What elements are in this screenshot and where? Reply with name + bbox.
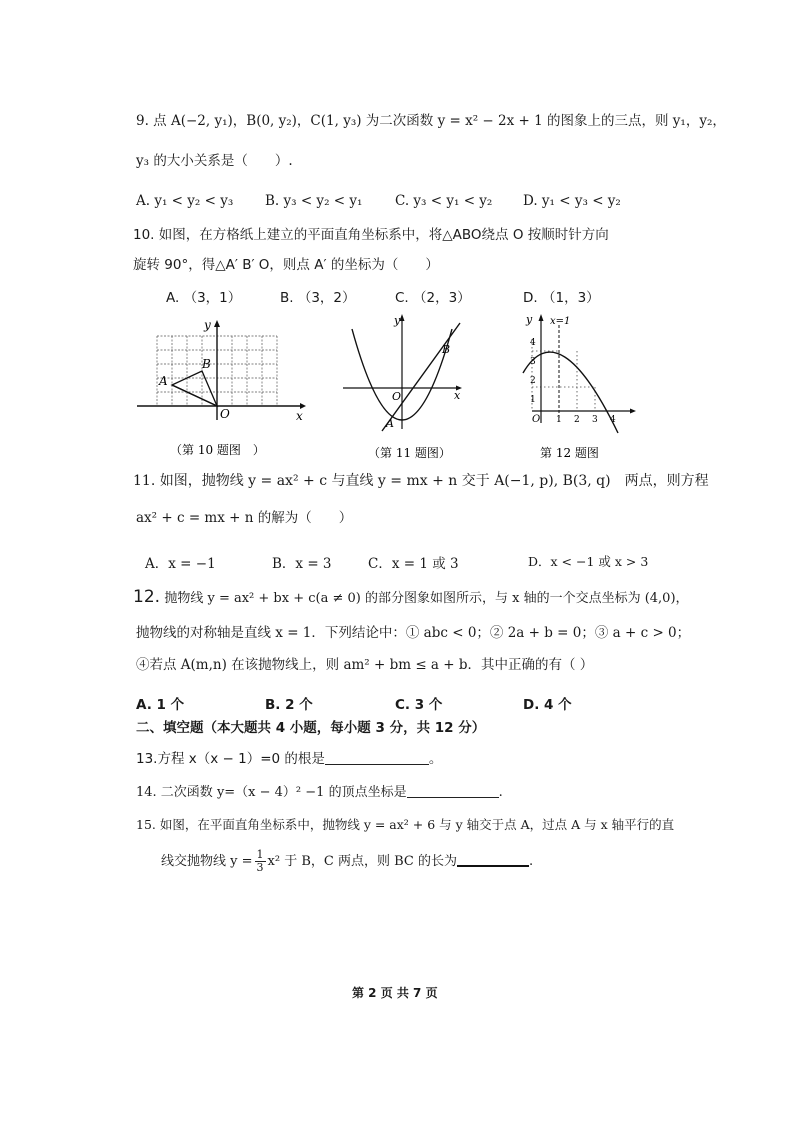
origin-label: O xyxy=(392,390,402,403)
q9-option-a: A. y₁ < y₂ < y₃ xyxy=(136,193,234,209)
q12-line1-text: 抛物线 y = ax² + bx + c(a ≠ 0) 的部分图象如图所示，与 x 轴的一个交点坐标为 (4,0)， xyxy=(164,591,689,606)
q15-fraction xyxy=(255,849,266,874)
q9-line2: y₃ 的大小关系是（ ）. xyxy=(136,153,293,169)
x-label: x xyxy=(454,389,461,402)
origin-label: O xyxy=(532,414,541,425)
q15-answer-blank[interactable] xyxy=(457,853,529,867)
y-arrow xyxy=(400,314,405,321)
q13-answer-blank[interactable] xyxy=(325,752,429,765)
q10-option-c: C. （2，3） xyxy=(395,290,471,306)
ytick-4: 4 xyxy=(530,338,536,348)
q12-option-b: B. 2 个 xyxy=(265,697,313,713)
q9-option-b: B. y₃ < y₂ < y₁ xyxy=(265,193,363,209)
q13-end: 。 xyxy=(428,751,443,767)
q10-option-b: B. （3，2） xyxy=(280,290,356,306)
q15-frac-num: 1 xyxy=(256,847,264,861)
q9-option-d: D. y₁ < y₃ < y₂ xyxy=(523,193,621,209)
q10-option-a: A. （3，1） xyxy=(166,290,242,306)
fig12-caption: 第 12 题图 xyxy=(540,446,599,460)
xtick-2: 2 xyxy=(574,415,580,425)
figure-12 xyxy=(518,311,638,461)
fig11-caption: （第 11 题图） xyxy=(368,446,451,460)
x-arrow xyxy=(630,409,636,414)
q14 xyxy=(136,785,503,799)
q9-line1: 9. 点 A(−2, y₁)，B(0, y₂)，C(1, y₃) 为二次函数 y = x² − 2x + 1 的图象上的三点，则 y₁，y₂， xyxy=(136,113,726,129)
ytick-1: 1 xyxy=(530,395,536,405)
q14-end: . xyxy=(498,785,503,800)
q11-option-d: D．x < −1 或 x > 3 xyxy=(528,554,649,569)
y-label: y xyxy=(204,318,211,332)
point-b-label: B xyxy=(442,343,451,356)
q11-option-a: A．x = −1 xyxy=(145,556,216,572)
triangle-side xyxy=(172,385,217,406)
x-label: x xyxy=(296,409,303,423)
q12-line2: 抛物线的对称轴是直线 x = 1．下列结论中：① abc < 0；② 2a + b = 0；③ a + c > 0； xyxy=(136,625,691,641)
point-a-label: A xyxy=(159,374,168,388)
q10-line2: 旋转 90°，得△A′ B′ O，则点 A′ 的坐标为（ ） xyxy=(133,257,439,273)
q15-line2-a: 线交抛物线 y = xyxy=(161,854,253,869)
q15-frac-den: 3 xyxy=(256,861,264,874)
figure-11 xyxy=(340,311,470,461)
ytick-3: 3 xyxy=(530,357,536,367)
y-label: y xyxy=(394,314,401,327)
q15-end: . xyxy=(528,854,534,869)
q11-line1: 11. 如图，抛物线 y = ax² + c 与直线 y = mx + n 交于 A(−1, p), B(3, q) 两点，则方程 xyxy=(133,473,709,489)
xtick-1: 1 xyxy=(556,415,562,425)
q12-line3: ④若点 A(m,n) 在该抛物线上，则 am² + bm ≤ a + b．其中正确的有（ ） xyxy=(136,657,594,673)
q13 xyxy=(136,752,442,767)
axis-label: x=1 xyxy=(550,316,571,327)
q12-line1 xyxy=(133,589,689,606)
q9-option-c: C. y₃ < y₁ < y₂ xyxy=(395,193,493,209)
q12-number: 12. xyxy=(133,587,161,607)
figure-10 xyxy=(132,314,312,459)
q15-line2 xyxy=(161,848,533,876)
xtick-3: 3 xyxy=(592,415,598,425)
q12-option-a: A. 1 个 xyxy=(136,697,185,713)
q10-option-d: D. （1，3） xyxy=(523,290,600,306)
page-footer: 第 2 页 共 7 页 xyxy=(352,986,438,1000)
line xyxy=(382,323,460,431)
fig10-caption: （第 10 题图 ） xyxy=(170,443,265,457)
ytick-2: 2 xyxy=(530,376,536,386)
y-arrow xyxy=(214,320,220,327)
y-label: y xyxy=(526,313,533,326)
q13-text: 13.方程 x（x − 1）=0 的根是 xyxy=(136,751,325,767)
section-2-heading: 二、填空题（本大题共 4 小题，每小题 3 分，共 12 分） xyxy=(136,720,486,736)
q15-line2-b: x² 于 B，C 两点，则 BC 的长为 xyxy=(267,854,457,869)
q11-option-c: C．x = 1 或 3 xyxy=(368,556,459,572)
q12-option-d: D. 4 个 xyxy=(523,697,572,713)
q11-line2: ax² + c = mx + n 的解为（ ） xyxy=(136,510,353,526)
q14-text: 14. 二次函数 y=（x − 4）² −1 的顶点坐标是 xyxy=(136,785,407,800)
q10-line1: 10. 如图，在方格纸上建立的平面直角坐标系中，将△ABO绕点 O 按顺时针方向 xyxy=(133,227,609,243)
q12-option-c: C. 3 个 xyxy=(395,697,443,713)
q11-option-b: B．x = 3 xyxy=(272,556,332,572)
q14-answer-blank[interactable] xyxy=(407,785,499,798)
xtick-4: 4 xyxy=(610,415,616,425)
point-a-label: A xyxy=(386,417,394,430)
origin-label: O xyxy=(220,407,230,421)
q15-line1: 15. 如图，在平面直角坐标系中，抛物线 y = ax² + 6 与 y 轴交于点 A，过点 A 与 x 轴平行的直 xyxy=(136,817,675,832)
point-b-label: B xyxy=(202,357,211,371)
y-arrow xyxy=(539,314,544,321)
